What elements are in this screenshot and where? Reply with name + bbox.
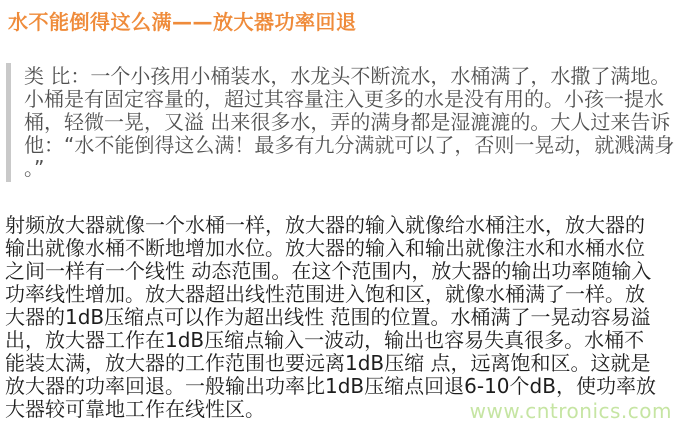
analogy-blockquote: 类 比：一个小孩用小桶装水，水龙头不断流水，水桶满了，水撒了满地。小桶是有固定容量的，超过其容量注入更多的水是没有用的。小孩一提水桶，轻微一晃，又溢 出来很多水，弄的满身都是湿漉漉的。大人过来告诉他：“水不能倒得这么满！最多有九分满就可以了，否则一晃动，就溅满身。” (6, 63, 677, 182)
cntronics-watermark: www.cntronics.com (469, 399, 672, 423)
article-title: 水不能倒得这么满——放大器功率回退 (8, 10, 357, 34)
article-body-paragraph: 射频放大器就像一个水桶一样，放大器的输入就像给水桶注水，放大器的输出就像水桶不断地增加水位。放大器的输入和输出就像注水和水桶水位之间一样有一个线性 动态范围。在这个范围内，放大器的输出功率随输入功率线性增加。放大器超出线性范围进入饱和区，就像水桶满了一样。放大器的1dB压缩点可以作为超出线性 范围的位置。水桶满了一晃动容易溢出，放大器工作在1dB压缩点输入一波动，输出也容易失真很多。水桶不能装太满，放大器的工作范围也要远离1dB压缩 点，远离饱和区。这就是放大器的功率回退。一般输出功率比1dB压缩点回退6-10个dB，使功率放大器较可靠地工作在线性区。 (5, 213, 656, 421)
